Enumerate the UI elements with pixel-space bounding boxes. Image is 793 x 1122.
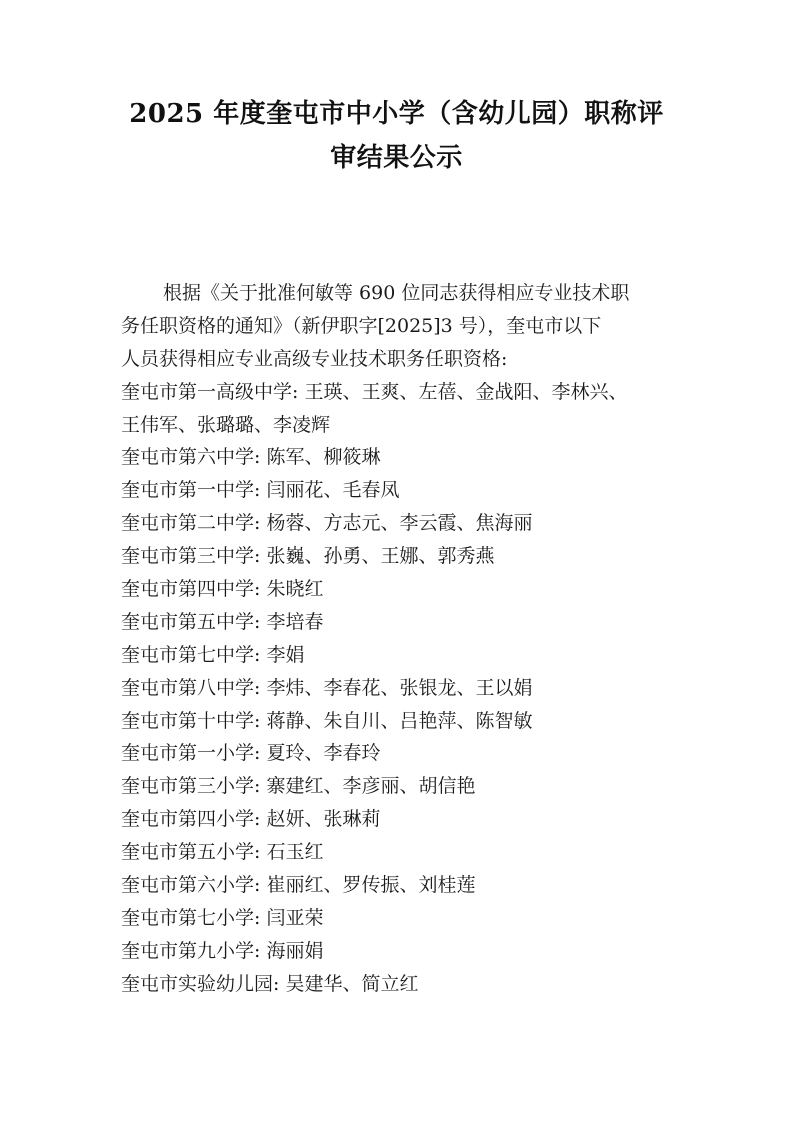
school-line-18: 奎屯市第九小学: 海丽娟 [121, 939, 324, 962]
intro-line-3: 人员获得相应专业高级专业技术职务任职资格: [121, 347, 508, 370]
school-line-5: 奎屯市第二中学: 杨蓉、方志元、李云霞、焦海丽 [121, 512, 533, 535]
school-line-17: 奎屯市第七小学: 闫亚荣 [121, 906, 324, 929]
intro-line-1: 根据《关于批准何敏等 690 位同志获得相应专业技术职 [163, 282, 630, 304]
school-line-16: 奎屯市第六小学: 崔丽红、罗传振、刘桂莲 [121, 874, 476, 897]
school-line-11: 奎屯市第十中学: 蒋静、朱自川、吕艳萍、陈智敏 [121, 709, 533, 732]
school-line-10: 奎屯市第八中学: 李炜、李春花、张银龙、王以娟 [121, 676, 533, 699]
school-line-8: 奎屯市第五中学: 李培春 [121, 610, 324, 633]
document-body [121, 277, 681, 1001]
title-line-1: 2025 年度奎屯市中小学（含幼儿园）职称评 [129, 99, 664, 129]
title-line-2: 审结果公示 [330, 143, 463, 173]
school-line-12: 奎屯市第一小学: 夏玲、李春玲 [121, 742, 381, 765]
school-line-13: 奎屯市第三小学: 寨建红、李彦丽、胡信艳 [121, 775, 476, 798]
school-line-9: 奎屯市第七中学: 李娟 [121, 643, 305, 666]
school-line-1: 奎屯市第一高级中学: 王瑛、王爽、左蓓、金战阳、李林兴、 [121, 380, 628, 403]
school-line-15: 奎屯市第五小学: 石玉红 [121, 841, 324, 864]
school-line-14: 奎屯市第四小学: 赵妍、张琳莉 [121, 808, 381, 831]
school-line-2: 王伟军、张璐璐、李凌辉 [121, 413, 331, 436]
school-line-6: 奎屯市第三中学: 张巍、孙勇、王娜、郭秀燕 [121, 545, 495, 568]
intro-line-2: 务任职资格的通知》（新伊职字[2025]3 号），奎屯市以下 [121, 314, 602, 337]
school-line-7: 奎屯市第四中学: 朱晓红 [121, 578, 324, 601]
school-line-3: 奎屯市第六中学: 陈军、柳筱琳 [121, 446, 381, 469]
page-title [60, 92, 733, 180]
school-line-19: 奎屯市实验幼儿园: 吴建华、简立红 [121, 972, 419, 995]
school-line-4: 奎屯市第一中学: 闫丽花、毛春凤 [121, 479, 400, 502]
